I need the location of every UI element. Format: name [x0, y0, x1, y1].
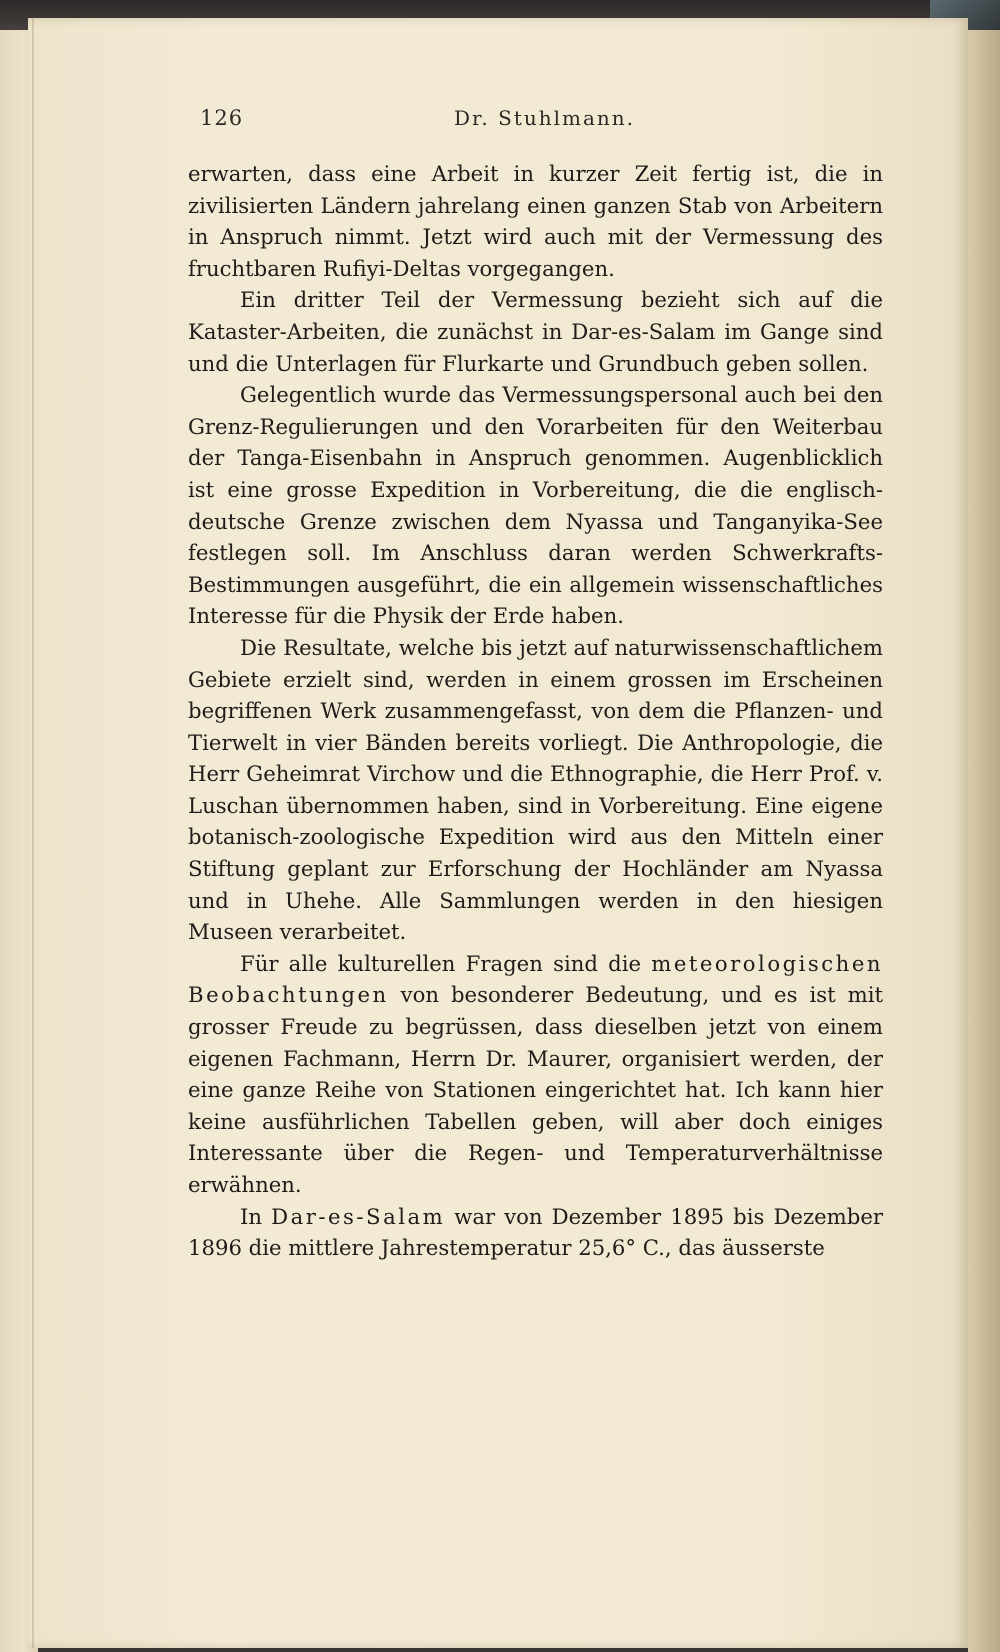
paragraph: [188, 948, 883, 1201]
running-title: Dr. Stuhlmann.: [454, 106, 636, 130]
page-header: [200, 106, 900, 140]
spaced-emphasis: Dar-es-Salam: [271, 1203, 446, 1229]
page-fold: [32, 18, 34, 1648]
paragraph: [188, 1201, 883, 1264]
paragraph-text: In: [240, 1203, 272, 1229]
body-text: [188, 158, 883, 1264]
paragraph-text: Gelegentlich wurde das Vermessungspersonal auch bei den Grenz-Regulierungen und den Vorarbeiten für den Weiterbau der Tanga-Eisenbahn in Anspruch genommen. Augenblicklich ist eine grosse Expedition in Vorbereitung, die die englisch-deutsche Grenze zwischen dem Nyassa und Tanganyika-See festlegen soll. Im Anschluss daran werden Schwerkrafts-Bestimmungen ausgeführt, die ein allgemein wissenschaftliches Interesse für die Physik der Erde haben.: [188, 382, 883, 629]
page-right-shadow: [968, 30, 1000, 1652]
spaced-emphasis: meteorologischen Beobachtungen: [188, 950, 883, 1008]
paragraph-text: Die Resultate, welche bis jetzt auf naturwissenschaftlichem Gebiete erzielt sind, werden in einem grossen im Erscheinen begriffenen Werk zusammengefasst, von dem die Pflanzen- und Tierwelt in vier Bänden bereits vorliegt. Die Anthropologie, die Herr Geheimrat Virchow und die Ethnographie, die Herr Prof. v. Luschan übernommen haben, sind in Vorbereitung. Eine eigene botanisch-zoologische Expedition wird aus den Mitteln einer Stiftung geplant zur Erforschung der Hochländer am Nyassa und in Uhehe. Alle Sammlungen werden in den hiesigen Museen verarbeitet.: [188, 634, 883, 945]
paragraph-text: erwarten, dass eine Arbeit in kurzer Zeit fertig ist, die in zivilisierten Ländern jahrelang einen ganzen Stab von Arbeitern in Anspruch nimmt. Jetzt wird auch mit der Vermessung des fruchtbaren Rufiyi-Deltas vorgegangen.: [188, 161, 883, 281]
paragraph: [188, 158, 883, 284]
paragraph: [188, 284, 883, 379]
paragraph: [188, 632, 883, 948]
page-number: 126: [200, 106, 244, 130]
paragraph-text: Ein dritter Teil der Vermessung bezieht sich auf die Kataster-Arbeiten, die zunächst in Dar-es-Salam im Gange sind und die Unterlagen für Flurkarte und Grundbuch geben sollen.: [188, 287, 883, 376]
paragraph-text: von besonderer Bedeutung, und es ist mit grosser Freude zu begrüssen, dass dieselben jetzt von einem eigenen Fachmann, Herrn Dr. Maurer, organisiert werden, der eine ganze Reihe von Stationen eingerichtet hat. Ich kann hier keine ausführlichen Tabellen geben, will aber doch einiges Interessante über die Regen- und Temperaturverhältnisse erwähnen.: [188, 982, 883, 1197]
paragraph-text: Für alle kulturellen Fragen sind die: [240, 950, 652, 976]
paragraph: [188, 379, 883, 632]
paragraph-text: war von Dezember 1895 bis Dezember 1896 die mittlere Jahrestemperatur 25,6° C., das äusserste: [188, 1203, 883, 1261]
